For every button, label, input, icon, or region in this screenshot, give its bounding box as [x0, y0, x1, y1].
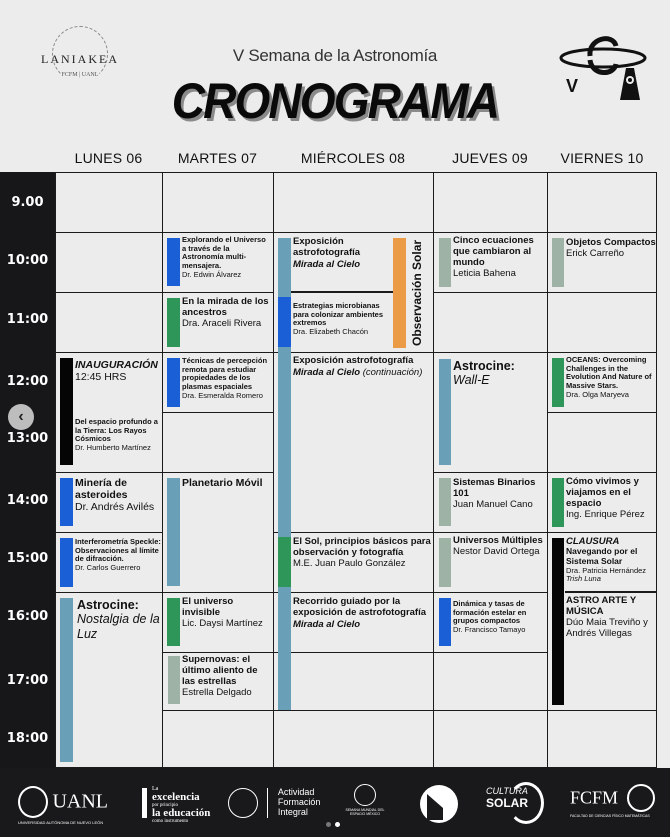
event-color-bar — [167, 358, 180, 407]
event-color-bar — [167, 478, 180, 586]
time-label: 11:00 — [6, 312, 49, 327]
schedule-grid — [55, 172, 657, 768]
event-title: Astrocine: — [453, 359, 515, 373]
event-color-bar — [552, 538, 564, 705]
torch-icon — [142, 788, 147, 818]
time-label: 16:00 — [6, 609, 49, 624]
event-color-bar — [60, 538, 73, 587]
event-speaker: Dra. Esmeralda Romero — [182, 390, 263, 400]
logo-letter: V — [566, 76, 579, 96]
event-film: Wall-E — [453, 373, 490, 388]
time-label: 18:00 — [6, 731, 49, 746]
semana-mundial-text: SEMANA MUNDIAL DEL ESPACIO MÉXICO — [345, 808, 385, 816]
event-color-bar — [552, 478, 564, 527]
event-speaker: Leticia Bahena — [453, 267, 516, 279]
event-color-bar — [278, 297, 291, 347]
event-sistemas-binarios[interactable] — [453, 478, 547, 511]
time-label: 14:00 — [6, 493, 49, 508]
event-title: Objetos Compactos — [566, 237, 656, 248]
time-label: 10:00 — [6, 253, 49, 268]
afi-logo — [228, 788, 320, 818]
uanl-text: UANL — [52, 790, 108, 813]
grid-cell — [273, 172, 434, 233]
divider-line — [565, 591, 657, 593]
event-dinamica-tasas[interactable] — [453, 600, 547, 635]
event-title: Explorando el Universo a través de la Astronomía multi-mensajera. — [182, 235, 266, 270]
semana-mundial-logo — [345, 784, 385, 816]
semana-astronomia-logo — [558, 28, 658, 103]
uanl-subtext: UNIVERSIDAD AUTÓNOMA DE NUEVO LEÓN — [18, 820, 104, 825]
excelencia-text: como instrumento — [152, 819, 189, 824]
event-title: Del espacio profundo a la Tierra: Los Rayos Cósmicos — [75, 417, 158, 444]
grid-cell — [547, 172, 657, 233]
excelencia-text: por principio — [152, 803, 178, 808]
grid-cell — [547, 292, 657, 353]
event-el-sol[interactable] — [293, 537, 433, 570]
event-mirada-ancestros[interactable] — [182, 297, 272, 330]
event-objetos-compactos[interactable] — [566, 238, 656, 260]
event-title: Planetario Móvil — [182, 477, 263, 489]
event-title: Exposición astrofotografía — [293, 236, 361, 258]
grid-cell — [55, 292, 163, 353]
grid-cell — [547, 412, 657, 473]
day-header-miercoles: MIÉRCOLES 08 — [300, 150, 406, 166]
event-exposicion-astrofotografia[interactable] — [293, 237, 391, 270]
event-color-bar — [393, 238, 406, 348]
event-como-vivimos[interactable] — [566, 477, 656, 521]
carousel-indicator — [326, 814, 344, 832]
event-speaker: Dr. Francisco Tamayo — [453, 624, 526, 634]
grid-cell — [273, 710, 434, 768]
event-color-bar — [278, 537, 291, 587]
event-title: El Sol, principios básicos para observación y fotografía — [293, 536, 431, 558]
divider-line — [280, 291, 393, 293]
planetario-logo — [419, 784, 459, 829]
event-color-bar — [552, 358, 564, 407]
event-clausura[interactable] — [566, 536, 656, 584]
event-speaker: Dra. Elizabeth Chacón — [293, 326, 369, 336]
event-color-bar — [439, 238, 451, 287]
day-header-viernes: VIERNES 10 — [560, 150, 644, 166]
event-title: Astrocine: — [77, 598, 139, 612]
event-speckle[interactable] — [75, 538, 161, 573]
event-title: Navegando por el Sistema Solar — [566, 546, 638, 566]
event-speaker: Erick Carreño — [566, 247, 625, 259]
event-oceans[interactable] — [566, 356, 656, 399]
planetario-icon — [419, 784, 459, 824]
grid-cell — [55, 232, 163, 293]
carousel-dot[interactable] — [326, 822, 331, 827]
grid-cell — [273, 652, 434, 711]
uanl-logo — [18, 786, 108, 825]
event-speaker: Dr. Carlos Guerrero — [75, 562, 141, 572]
event-color-bar — [60, 478, 73, 526]
event-title: Estrategias microbianas para colonizar ambientes extremos — [293, 301, 384, 328]
cultura-solar-logo — [486, 786, 528, 810]
event-universos-multiples[interactable] — [453, 536, 547, 558]
event-color-bar — [439, 478, 451, 526]
event-speaker: Dr. Andrés Avilés — [75, 501, 155, 514]
event-speaker: Dra. Araceli Rivera — [182, 317, 262, 329]
event-speaker: Nestor David Ortega — [453, 545, 540, 557]
grid-cell — [162, 412, 274, 473]
event-time: 12:45 HRS — [75, 371, 127, 383]
event-title: Dinámica y tasas de formación estelar en grupos compactos — [453, 599, 527, 626]
event-title: INAUGURACIÓN — [75, 359, 158, 371]
time-label: 13:00 — [6, 431, 49, 446]
fcfm-logo — [570, 784, 655, 818]
event-color-bar — [168, 656, 180, 704]
event-subtitle: Mirada al Cielo — [293, 366, 361, 378]
time-label: 9.00 — [11, 195, 44, 210]
event-universo-invisible[interactable] — [182, 597, 272, 630]
event-rayos-cosmicos[interactable] — [75, 418, 161, 453]
event-speaker: Dr. Humberto Martínez — [75, 442, 151, 452]
event-title: Universos Múltiples — [453, 535, 543, 546]
event-title: Supernovas: el último aliento de las estrellas — [182, 654, 258, 687]
event-astrocine-walle[interactable] — [453, 359, 547, 388]
event-film: Nostalgia de la Luz — [77, 612, 160, 641]
event-label: CLAUSURA — [566, 536, 620, 547]
excelencia-logo — [142, 786, 210, 824]
orbit-icon — [354, 784, 376, 806]
grid-cell — [162, 710, 274, 768]
event-title: Técnicas de percepción remota para estudiar propiedades de los plasmas espaciales — [182, 356, 268, 391]
event-speaker: Dr. Edwin Álvarez — [182, 269, 242, 279]
fcfm-subtext: FACULTAD DE CIENCIAS FÍSICO MATEMÁTICAS — [570, 814, 650, 818]
event-subtitle: Mirada al Cielo — [293, 258, 361, 270]
event-speaker: Dra. Patricia Hernández — [566, 565, 647, 575]
event-speaker: Lic. Daysi Martínez — [182, 617, 263, 629]
event-speaker: Estrella Delgado — [182, 686, 252, 698]
afi-text: Formación — [277, 797, 321, 808]
event-title: Cómo vivimos y viajamos en el espacio — [566, 476, 639, 509]
event-cinco-ecuaciones[interactable] — [453, 236, 547, 280]
event-title: Interferometría Speckle: Observaciones al límite de difracción. — [75, 537, 161, 564]
prev-slide-button[interactable]: ‹ — [8, 404, 34, 430]
solar-text: SOLAR — [486, 796, 528, 810]
event-title: Cinco ecuaciones que cambiaron al mundo — [453, 235, 534, 268]
event-color-bar — [439, 598, 451, 646]
grid-cell — [433, 172, 548, 233]
event-color-bar — [167, 298, 180, 347]
grid-cell — [162, 172, 274, 233]
event-observacion-solar[interactable]: Observación Solar — [410, 239, 424, 347]
grid-cell — [547, 710, 657, 768]
day-header-lunes: LUNES 06 — [74, 150, 143, 166]
uanl-shield-icon — [18, 786, 48, 818]
event-color-bar — [278, 598, 291, 648]
grid-cell — [433, 292, 548, 353]
day-header-jueves: JUEVES 09 — [452, 150, 528, 166]
event-subtitle: V Semana de la Astronomía — [232, 46, 438, 65]
event-speaker: Dúo Maia Treviño y Andrés Villegas — [566, 616, 648, 639]
event-supernovas[interactable] — [182, 655, 272, 699]
grid-cell — [273, 352, 434, 533]
logo-sub: FCFM | UANL — [61, 72, 99, 78]
fcfm-text: FCFM — [570, 787, 619, 808]
event-title: En la mirada de los ancestros — [182, 296, 269, 318]
excelencia-text: La — [152, 786, 159, 792]
page-title: CRONOGRAMA — [171, 73, 499, 129]
event-color-bar — [167, 238, 180, 286]
event-estrategias-microbianas[interactable] — [293, 302, 391, 337]
grid-cell — [433, 710, 548, 768]
event-speaker: Juan Manuel Cano — [453, 498, 533, 510]
fcfm-seal-icon — [627, 784, 655, 812]
event-recorrido-guiado[interactable] — [293, 597, 433, 630]
event-title: Minería de asteroides — [75, 477, 128, 502]
carousel-dot-active[interactable] — [335, 822, 340, 827]
event-planetario-movil[interactable] — [182, 477, 272, 489]
event-tecnicas-percepcion[interactable] — [182, 357, 272, 400]
event-mineria-asteroides[interactable] — [75, 477, 161, 513]
excelencia-text: excelencia — [152, 791, 200, 803]
event-color-bar — [439, 359, 451, 465]
event-title: Sistemas Binarios 101 — [453, 477, 536, 499]
event-title: Recorrido guiado por la exposición de astrofotografía — [293, 596, 427, 618]
event-speaker: Dra. Olga Maryeva — [566, 389, 629, 399]
event-color-bar — [60, 358, 73, 465]
event-speaker: Trish Luna — [566, 574, 601, 584]
ship-icon — [228, 788, 258, 818]
afi-text: Actividad — [277, 787, 315, 798]
event-title: OCEANS: Overcoming Challenges in the Evolution And Nature of Massive Stars. — [566, 355, 652, 390]
event-explorando-universo[interactable] — [182, 236, 272, 279]
event-speaker: M.E. Juan Paulo González — [293, 557, 406, 569]
time-label: 17:00 — [6, 673, 49, 688]
event-title: Exposición astrofotografía — [293, 355, 414, 366]
event-inauguracion[interactable] — [75, 359, 161, 383]
event-speaker: Ing. Enrique Pérez — [566, 508, 645, 520]
event-subtitle: Mirada al Cielo — [293, 618, 361, 630]
event-color-bar — [552, 238, 564, 287]
grid-cell — [433, 652, 548, 711]
event-color-bar — [439, 538, 451, 587]
excelencia-text: la educación — [152, 807, 211, 819]
grid-cell — [55, 172, 163, 233]
event-title: ASTRO ARTE Y MÚSICA — [566, 595, 637, 617]
event-exposicion-continuacion[interactable] — [293, 356, 433, 378]
day-header-martes: MARTES 07 — [177, 150, 258, 166]
event-astro-arte-musica[interactable] — [566, 596, 656, 640]
time-label: 12:00 — [6, 374, 49, 389]
event-color-bar — [167, 598, 180, 646]
sun-arc-icon — [508, 782, 544, 824]
event-color-bar — [60, 598, 73, 762]
logo-name: LANIAKEA — [41, 52, 119, 66]
event-astrocine-nostalgia[interactable] — [77, 598, 161, 641]
afi-text: Integral — [277, 806, 308, 817]
event-note: (continuación) — [362, 366, 423, 378]
time-label: 15:00 — [6, 551, 49, 566]
cultura-text: CULTURA — [486, 786, 528, 796]
event-title: El universo invisible — [182, 596, 234, 618]
